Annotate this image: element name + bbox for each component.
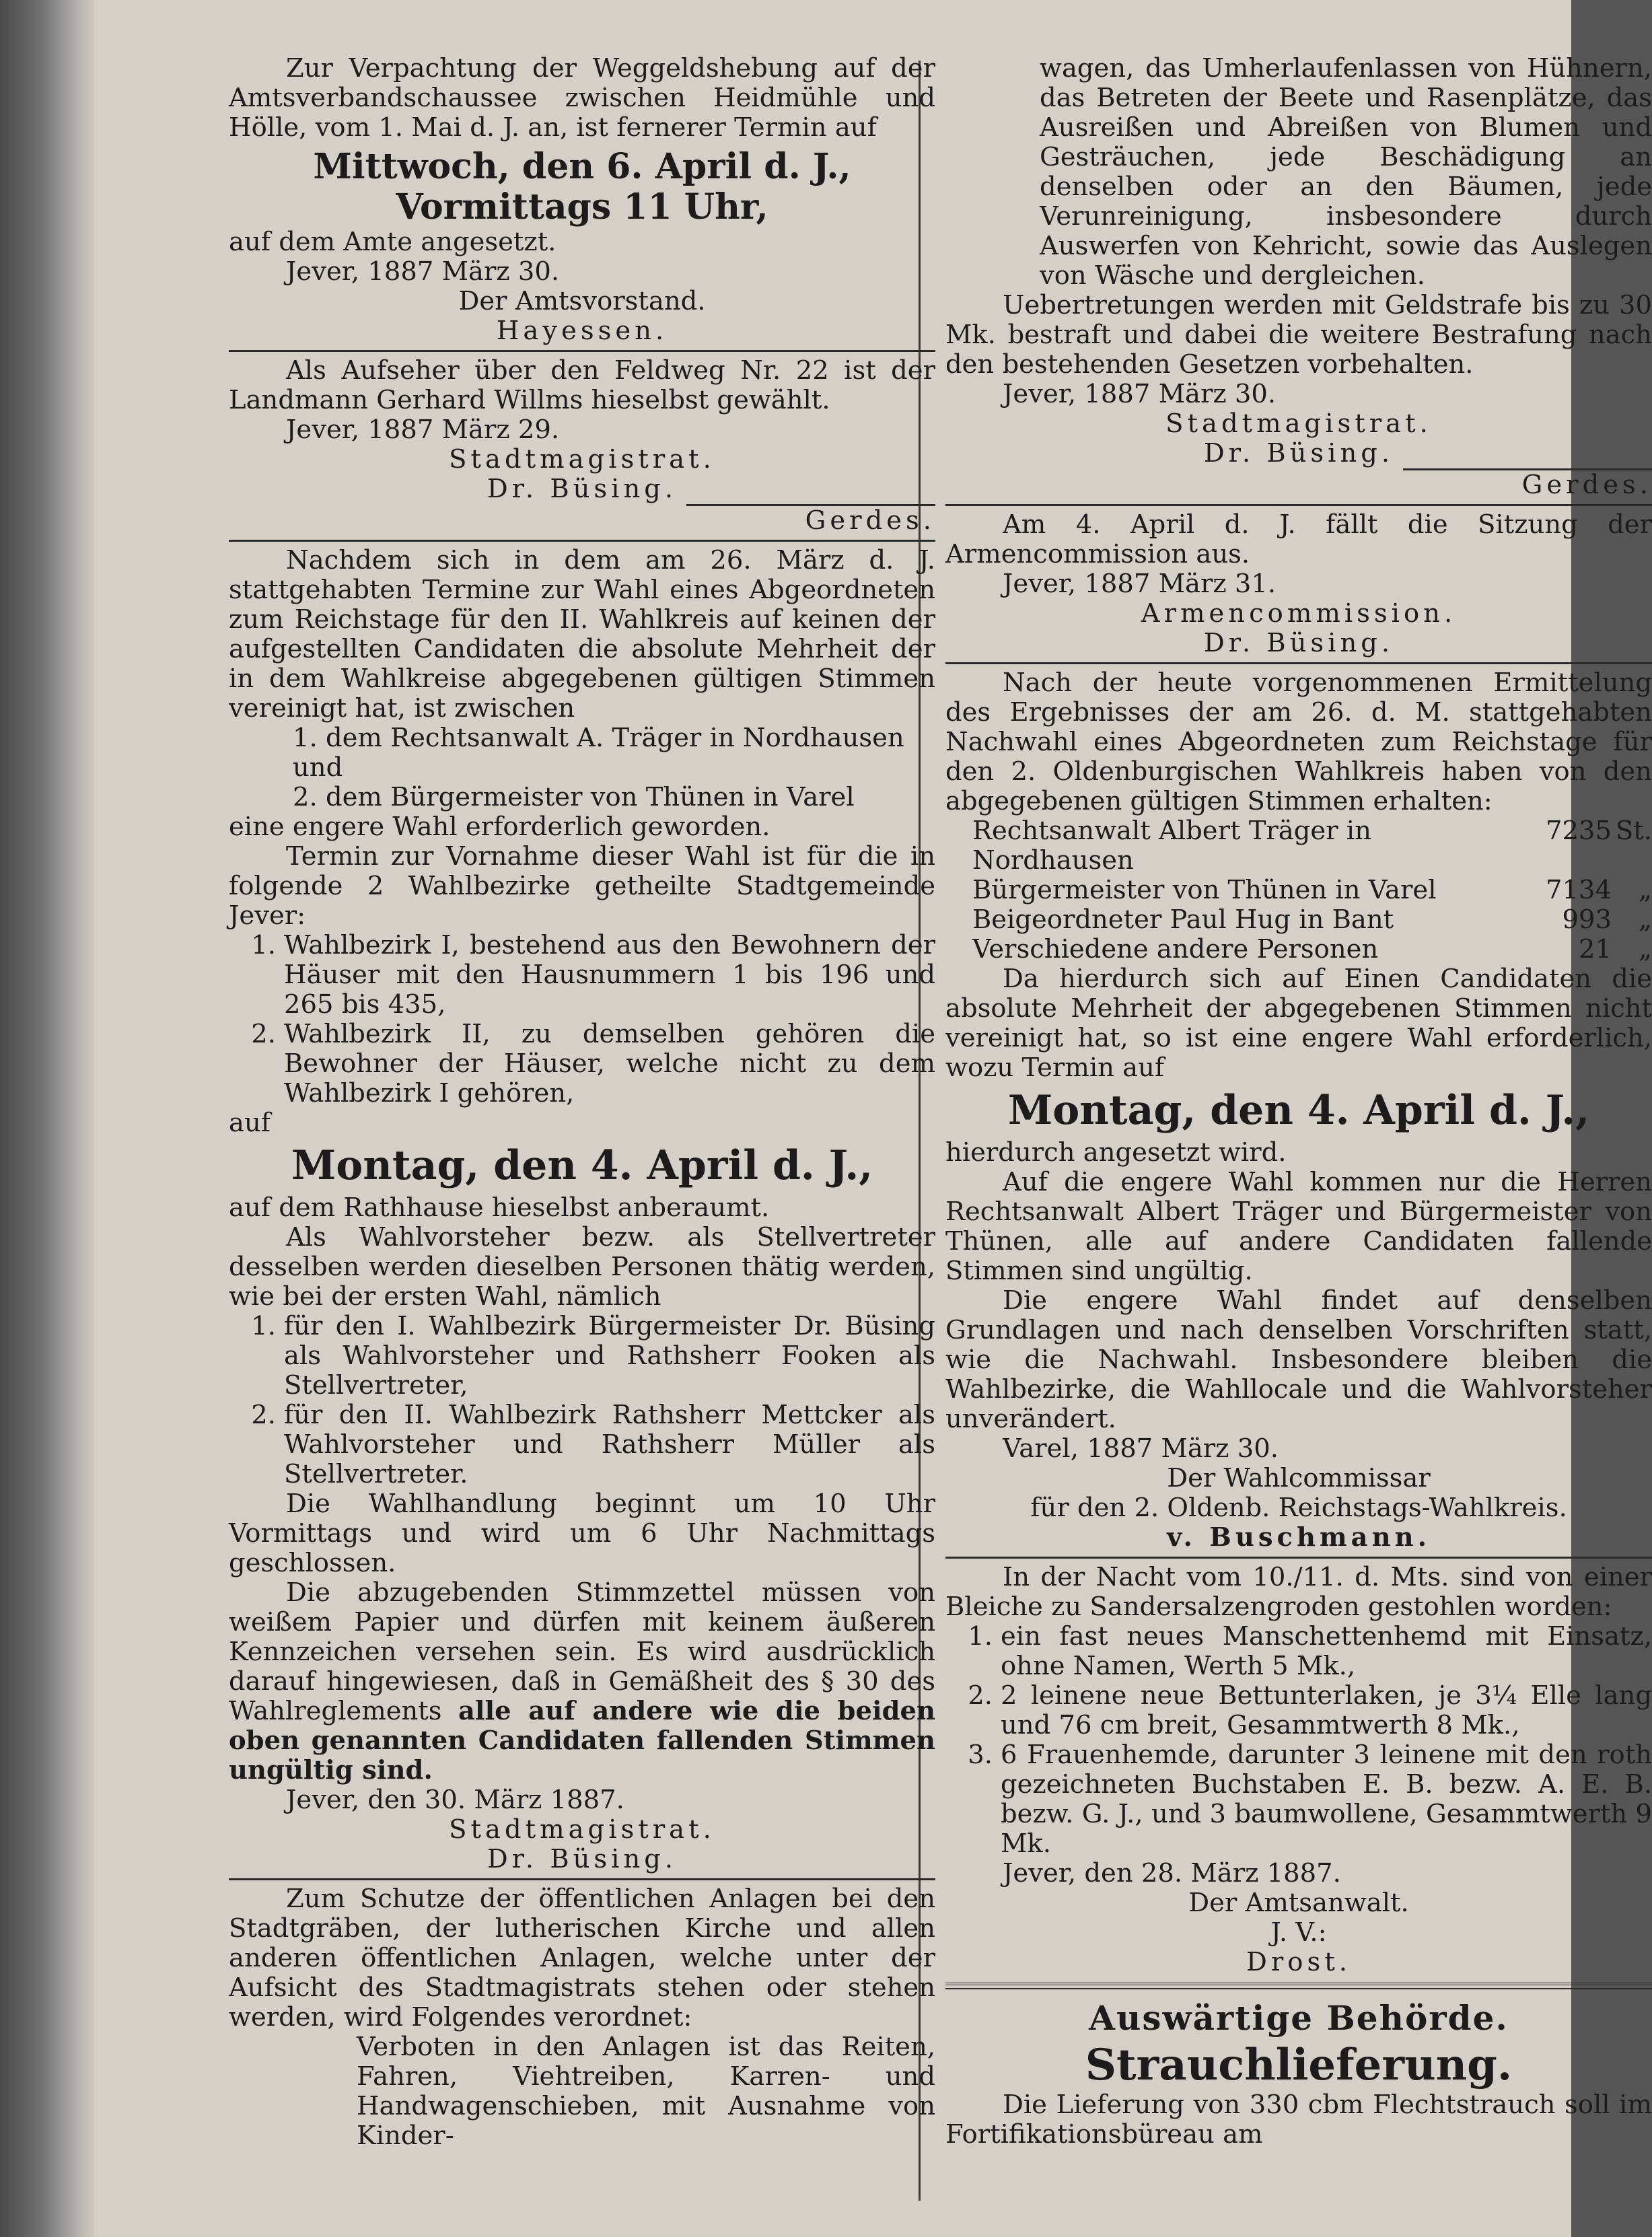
notice-result-date: Montag, den 4. April d. J., [1007, 1087, 1590, 1134]
notice-parks-text: Zum Schutze der öffentlichen Anlagen bei den Stadtgräben, der lutherischen Kirche und allen anderen öffentlichen Anlagen, welche unter der Aufsicht des Stadtmagistrats stehen oder stehen werden, wird Folgendes verordnet: [229, 1884, 935, 2032]
notice-theft-signature: Der Amtsanwalt. [1188, 1888, 1409, 1918]
notice-toll-text: Zur Verpachtung der Weggeldshebung auf der Amtsverbandschaussee zwischen Heidmühle und Hölle, vom 1. Mai d. J. an, ist fernerer Termin auf [229, 53, 935, 143]
notice-toll-signer: Hayessen. [496, 316, 668, 346]
result-unit: St. [1615, 816, 1652, 846]
notice-poor-commission-signature: Armencommission. [1141, 598, 1457, 629]
ballots-warning: alle auf andere wie die beiden oben genannten Candidaten fallenden Stimmen ungültig sind. [229, 1696, 935, 1785]
notice-election-date: Montag, den 4. April d. J., [291, 1142, 873, 1189]
notice-result-text: Nach der heute vorgenommenen Ermittelung des Ergebnisses der am 26. d. M. stattgehabten Nachwahl eines Abgeordneten zum Reichstage für den 2. Oldenburgischen Wahlkreis haben von den abgegebenen gültigen Stimmen erhalten: [945, 668, 1652, 816]
notice-theft-signature-2: J. V.: [1270, 1917, 1327, 1948]
section-rule [945, 1983, 1652, 1989]
notice-parks-continued: wagen, das Umherlaufenlassen von Hühnern, das Betreten der Beete und Rasenplätze, das Ausreißen und Abreißen von Blumen und Gesträuchen, jede Beschädigung an denselben oder an den Bäumen, jede Verunreinigung, insbesondere durch Auswerfen von Kehricht, sowie das Auslegen von Wäsche und dergleichen. [1040, 53, 1652, 291]
candidate-1: 1. dem Rechtsanwalt A. Träger in Nordhausen und [293, 723, 904, 783]
result-name: Beigeordneter Paul Hug in Bant [972, 904, 1394, 935]
list-number: 3. [968, 1740, 993, 1770]
notice-parks-signature: Stadtmagistrat. [1165, 409, 1432, 439]
ballots-text: Die abzugebenden Stimmzettel müssen von weißem Papier und dürfen mit keinem äußeren Kennzeichen versehen sein. Es wird ausdrücklich darauf hingewiesen, daß in Gemäßheit des § 30 des Wahlreglements [229, 1577, 935, 1726]
notice-result-set: hierdurch angesetzt wird. [945, 1137, 1287, 1168]
stolen-item-2-text: 2 leinene neue Bettunterlaken, je 3¼ Elle lang und 76 cm breit, Gesammtwerth 8 Mk., [1001, 1680, 1652, 1740]
notice-election-auf: auf [229, 1108, 271, 1138]
result-unit: „ [1639, 934, 1652, 964]
list-number: 2. [251, 1400, 276, 1430]
district-1 [229, 931, 935, 1020]
stolen-item-2 [945, 1681, 1652, 1740]
notice-election-ballots [229, 1578, 935, 1785]
official-2-text: für den II. Wahlbezirk Rathsherr Mettcker als Wahlvorsteher und Rathsherr Müller als Stellvertreter. [284, 1400, 935, 1489]
notice-parks-penalty: Uebertretungen werden mit Geldstrafe bis zu 30 Mk. bestraft und dabei die weitere Bestrafung nach den bestehenden Gesetzen vorbehalten. [945, 290, 1652, 380]
notice-election-signer: Dr. Büsing. [487, 1844, 678, 1874]
result-row [972, 816, 1652, 876]
notice-parks-dateline: Jever, 1887 März 30. [1003, 379, 1277, 409]
notice-overseer-signature: Stadtmagistrat. [449, 444, 715, 474]
section-heading: Auswärtige Behörde. [1089, 1998, 1509, 2038]
notice-theft-signer: Drost. [1246, 1947, 1351, 1977]
notice-election-hours: Die Wahlhandlung beginnt um 10 Uhr Vormittags und wird um 6 Uhr Nachmittags geschlossen. [229, 1489, 935, 1578]
list-number: 1. [968, 1621, 993, 1652]
result-name: Verschiedene andere Personen [972, 934, 1379, 964]
results-table [945, 816, 1652, 964]
result-votes: 7235 [1546, 816, 1612, 846]
notice-result-rules: Die engere Wahl findet auf denselben Grundlagen und nach denselben Vorschriften statt, wie die Nachwahl. Insbesondere bleiben die Wahlbezirke, die Wahllocale und die Wahlvorsteher unverändert. [945, 1285, 1652, 1434]
notice-parks-signer: Dr. Büsing. [1203, 438, 1394, 468]
result-unit: „ [1639, 904, 1652, 935]
notice-election-runoff: eine engere Wahl erforderlich geworden. [229, 812, 770, 842]
notice-overseer-dateline: Jever, 1887 März 29. [286, 415, 560, 445]
notice-result-signer: v. Buschmann. [1166, 1522, 1431, 1553]
district-2 [229, 1020, 935, 1108]
notice-election-officials: Als Wahlvorsteher bezw. als Stellvertreter desselben werden dieselben Personen thätig werden, wie bei der ersten Wahl, nämlich [229, 1222, 935, 1312]
notice-election-dateline: Jever, den 30. März 1887. [286, 1785, 624, 1815]
stolen-item-3 [945, 1740, 1652, 1859]
notice-result-candidates: Auf die engere Wahl kommen nur die Herren Rechtsanwalt Albert Träger und Bürgermeister von Thünen, alle auf andere Candidaten fallende Stimmen sind ungültig. [945, 1167, 1652, 1286]
separator-rule [229, 540, 935, 542]
list-number: 2. [968, 1680, 993, 1711]
right-column [945, 54, 1652, 2201]
notice-toll-date: Mittwoch, den 6. April d. J., [313, 146, 851, 187]
notice-election-signature: Stadtmagistrat. [449, 1814, 715, 1845]
separator-rule [945, 662, 1652, 664]
official-1-text: für den I. Wahlbezirk Bürgermeister Dr. Büsing als Wahlvorsteher und Rathsherr Fooken als Stellvertreter, [284, 1311, 935, 1400]
notice-supply-text: Die Lieferung von 330 cbm Flechtstrauch soll im Fortifikationsbüreau am [945, 2090, 1652, 2150]
notice-overseer-text: Als Aufseher über den Feldweg Nr. 22 ist der Landmann Gerhard Willms hieselbst gewählt. [229, 355, 935, 415]
separator-rule [945, 504, 1652, 506]
notice-overseer-signer: Dr. Büsing. [487, 474, 678, 504]
notice-toll-place: auf dem Amte angesetzt. [229, 227, 556, 257]
separator-rule [945, 1557, 1652, 1559]
notice-heading: Strauchlieferung. [1085, 2040, 1513, 2090]
result-name: Rechtsanwalt Albert Träger in Nordhausen [972, 816, 1371, 876]
list-number: 1. [251, 1311, 276, 1341]
notice-result-dateline: Varel, 1887 März 30. [1003, 1433, 1279, 1464]
book-spine [0, 0, 94, 2237]
notice-toll-dateline: Jever, 1887 März 30. [286, 256, 560, 287]
district-1-text: Wahlbezirk I, bestehend aus den Bewohnern der Häuser mit den Hausnummern 1 bis 196 und 265 bis 435, [284, 930, 935, 1020]
official-2 [229, 1400, 935, 1489]
notice-theft-text: In der Nacht vom 10./11. d. Mts. sind von einer Bleiche zu Sandersalzengroden gestohlen worden: [945, 1562, 1652, 1622]
result-row [972, 935, 1652, 964]
notice-election-term: Termin zur Vornahme dieser Wahl ist für die in folgende 2 Wahlbezirke getheilte Stadtgemeinde Jever: [229, 841, 935, 931]
list-number: 1. [251, 930, 276, 960]
stolen-item-3-text: 6 Frauenhemde, darunter 3 leinene mit den roth gezeichneten Buchstaben E. B. bezw. A. E. B. bezw. G. J., und 3 baumwollene, Gesammtwerth 9 Mk. [1001, 1740, 1652, 1859]
list-number: 2. [251, 1019, 276, 1049]
separator-rule [229, 1878, 935, 1880]
stolen-item-1 [945, 1622, 1652, 1681]
notice-toll-signature: Der Amtsvorstand. [458, 286, 706, 316]
district-2-text: Wahlbezirk II, zu demselben gehören die Bewohner der Häuser, welche nicht zu dem Wahlbezirk I gehören, [284, 1019, 935, 1108]
result-votes: 993 [1562, 904, 1612, 935]
result-name: Bürgermeister von Thünen in Varel [972, 875, 1437, 905]
notice-poor-commission-text: Am 4. April d. J. fällt die Sitzung der Armencommission aus. [945, 509, 1652, 569]
result-row [972, 905, 1652, 935]
notice-toll-time: Vormittags 11 Uhr, [396, 186, 768, 227]
candidate-2: 2. dem Bürgermeister von Thünen in Varel [293, 782, 855, 812]
separator-rule [229, 350, 935, 352]
notice-theft-dateline: Jever, den 28. März 1887. [1003, 1858, 1341, 1888]
result-votes: 7134 [1546, 875, 1612, 905]
notice-overseer-cosigner: Gerdes. [686, 504, 935, 536]
left-column [229, 54, 935, 2201]
result-unit: „ [1639, 875, 1652, 905]
result-row [972, 876, 1652, 905]
result-votes: 21 [1579, 934, 1612, 964]
notice-result-signature: Der Wahlcommissar [1167, 1463, 1431, 1493]
stolen-item-1-text: ein fast neues Manschettenhemd mit Einsatz, ohne Namen, Werth 5 Mk., [1001, 1621, 1652, 1681]
notice-poor-commission-signer: Dr. Büsing. [1203, 628, 1394, 658]
notice-result-signature-2: für den 2. Oldenb. Reichstags-Wahlkreis. [1030, 1493, 1567, 1523]
notice-election-text: Nachdem sich in dem am 26. März d. J. stattgehabten Termine zur Wahl eines Abgeordneten zum Reichstage für den II. Wahlkreis auf keinen der aufgestellten Candidaten die absolute Mehrheit der in dem Wahlkreise abgegebenen gültigen Stimmen vereinigt hat, ist zwischen [229, 545, 935, 723]
notice-parks-cosigner: Gerdes. [1403, 468, 1652, 500]
notice-election-place: auf dem Rathhause hieselbst anberaumt. [229, 1193, 770, 1223]
notice-parks-prohibited: Verboten in den Anlagen ist das Reiten, Fahren, Viehtreiben, Karren- und Handwagenschieben, mit Ausnahme von Kinder- [357, 2032, 935, 2151]
notice-result-runoff: Da hierdurch sich auf Einen Candidaten die absolute Mehrheit der abgegebenen Stimmen nicht vereinigt hat, so ist eine engere Wahl erforderlich, wozu Termin auf [945, 964, 1652, 1083]
official-1 [229, 1312, 935, 1400]
notice-poor-commission-dateline: Jever, 1887 März 31. [1003, 569, 1277, 599]
